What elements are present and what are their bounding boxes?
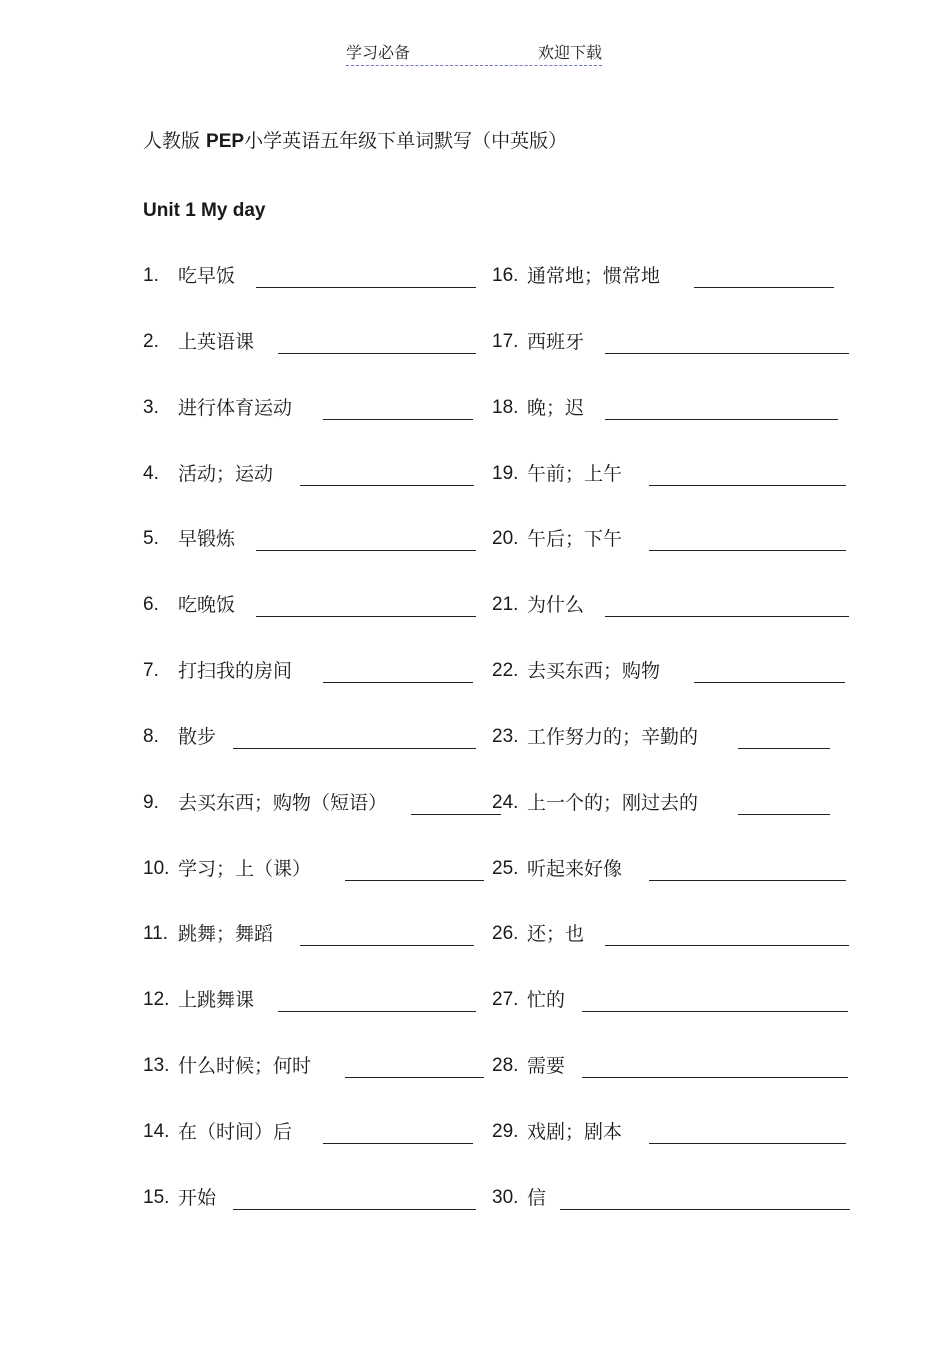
unit-title: Unit 1 My day (143, 200, 266, 221)
item-number: 29. (492, 1121, 519, 1142)
item-number: 14. (143, 1121, 170, 1142)
answer-blank[interactable] (233, 1209, 476, 1210)
answer-blank[interactable] (300, 945, 474, 946)
answer-blank[interactable] (256, 550, 476, 551)
answer-blank[interactable] (694, 682, 845, 683)
item-label: 听起来好像 (527, 858, 623, 880)
vocab-item (492, 659, 912, 685)
item-number: 20. (492, 528, 519, 549)
answer-blank[interactable] (605, 945, 849, 946)
item-label: 西班牙 (527, 331, 585, 353)
item-number: 1. (143, 265, 159, 286)
vocab-item (492, 725, 912, 751)
title-prefix: 人教版 (143, 130, 207, 152)
title-rest: 小学英语五年级下单词默写（中英版） (244, 130, 568, 152)
item-label: 散步 (178, 726, 217, 748)
item-number: 22. (492, 660, 519, 681)
answer-blank[interactable] (649, 550, 846, 551)
item-label: 在（时间）后 (178, 1121, 293, 1143)
answer-blank[interactable] (649, 1143, 846, 1144)
vocab-item (492, 462, 912, 488)
item-label: 进行体育运动 (178, 397, 293, 419)
item-number: 21. (492, 594, 519, 615)
item-number: 8. (143, 726, 159, 747)
item-label: 工作努力的；辛勤的 (527, 726, 699, 748)
item-number: 12. (143, 989, 170, 1010)
item-number: 24. (492, 792, 519, 813)
header-left-text: 学习必备 (346, 43, 411, 62)
vocab-item (492, 330, 912, 356)
item-number: 15. (143, 1187, 170, 1208)
answer-blank[interactable] (649, 485, 846, 486)
item-label: 需要 (527, 1055, 566, 1077)
answer-blank[interactable] (582, 1011, 848, 1012)
answer-blank[interactable] (738, 814, 830, 815)
item-number: 28. (492, 1055, 519, 1076)
item-label: 戏剧；剧本 (527, 1121, 623, 1143)
item-number: 17. (492, 331, 519, 352)
item-number: 3. (143, 397, 159, 418)
item-number: 7. (143, 660, 159, 681)
vocab-item (492, 791, 912, 817)
item-label: 信 (527, 1187, 547, 1209)
answer-blank[interactable] (345, 880, 484, 881)
item-label: 什么时候；何时 (178, 1055, 312, 1077)
vocab-item (492, 593, 912, 619)
item-label: 通常地；惯常地 (527, 265, 661, 287)
answer-blank[interactable] (300, 485, 474, 486)
answer-blank[interactable] (323, 682, 473, 683)
item-number: 25. (492, 858, 519, 879)
item-label: 上英语课 (178, 331, 255, 353)
vocab-item (492, 1120, 912, 1146)
vocab-item (492, 988, 912, 1014)
item-number: 2. (143, 331, 159, 352)
item-number: 9. (143, 792, 159, 813)
item-label: 打扫我的房间 (178, 660, 293, 682)
item-number: 4. (143, 463, 159, 484)
item-label: 学习；上（课） (178, 858, 312, 880)
answer-blank[interactable] (605, 616, 849, 617)
title-pep: PEP (206, 131, 245, 152)
item-number: 16. (492, 265, 519, 286)
answer-blank[interactable] (256, 616, 476, 617)
answer-blank[interactable] (605, 419, 838, 420)
item-number: 6. (143, 594, 159, 615)
item-label: 早锻炼 (178, 528, 236, 550)
item-label: 还；也 (527, 923, 585, 945)
answer-blank[interactable] (738, 748, 830, 749)
item-number: 23. (492, 726, 519, 747)
item-label: 午后；下午 (527, 528, 623, 550)
item-label: 晚；迟 (527, 397, 585, 419)
document-title (143, 129, 567, 154)
answer-blank[interactable] (560, 1209, 850, 1210)
header-right-text: 欢迎下载 (537, 43, 602, 62)
item-label: 开始 (178, 1187, 217, 1209)
item-number: 13. (143, 1055, 170, 1076)
answer-blank[interactable] (233, 748, 476, 749)
answer-blank[interactable] (582, 1077, 848, 1078)
item-number: 18. (492, 397, 519, 418)
answer-blank[interactable] (323, 1143, 473, 1144)
vocab-item (492, 264, 912, 290)
answer-blank[interactable] (278, 1011, 476, 1012)
item-number: 10. (143, 858, 170, 879)
answer-blank[interactable] (649, 880, 846, 881)
item-label: 去买东西；购物 (527, 660, 661, 682)
item-number: 27. (492, 989, 519, 1010)
answer-blank[interactable] (256, 287, 476, 288)
vocab-item (492, 1186, 912, 1212)
item-number: 11. (143, 923, 169, 944)
item-number: 26. (492, 923, 519, 944)
vocab-item (492, 527, 912, 553)
item-number: 30. (492, 1187, 519, 1208)
item-label: 午前；上午 (527, 463, 623, 485)
item-label: 为什么 (527, 594, 585, 616)
vocab-item (492, 857, 912, 883)
item-label: 活动；运动 (178, 463, 274, 485)
item-label: 上一个的；刚过去的 (527, 792, 699, 814)
answer-blank[interactable] (605, 353, 849, 354)
page-header (346, 43, 602, 66)
item-number: 19. (492, 463, 519, 484)
item-number: 5. (143, 528, 159, 549)
vocab-item (492, 396, 912, 422)
vocab-item (492, 922, 912, 948)
answer-blank[interactable] (411, 814, 501, 815)
item-label: 上跳舞课 (178, 989, 255, 1011)
item-label: 跳舞；舞蹈 (178, 923, 274, 945)
item-label: 去买东西；购物（短语） (178, 792, 388, 814)
answer-blank[interactable] (345, 1077, 484, 1078)
item-label: 吃晚饭 (178, 594, 236, 616)
answer-blank[interactable] (323, 419, 473, 420)
vocab-item (492, 1054, 912, 1080)
item-label: 忙的 (527, 989, 566, 1011)
answer-blank[interactable] (278, 353, 476, 354)
answer-blank[interactable] (694, 287, 834, 288)
item-label: 吃早饭 (178, 265, 236, 287)
